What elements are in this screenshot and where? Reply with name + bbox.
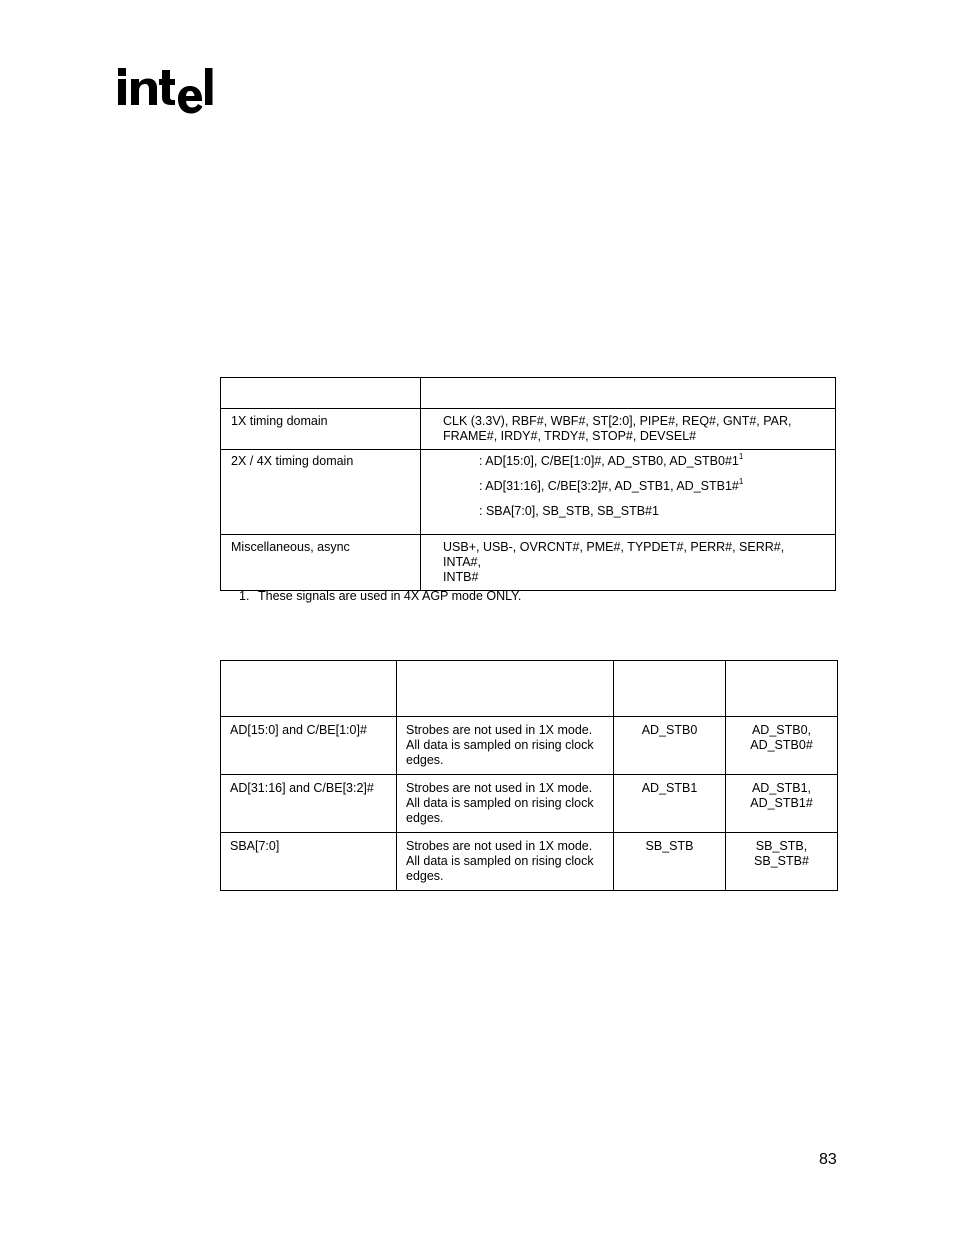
page-number: 83: [819, 1151, 837, 1168]
signals-cell: SBA[7:0]: [221, 833, 397, 891]
signals-cell: [421, 450, 836, 535]
two-x-cell: AD_STB1: [614, 775, 726, 833]
intel-logo: [116, 64, 216, 120]
signals-cell: AD[15:0] and C/BE[1:0]#: [221, 717, 397, 775]
table-row: [221, 450, 836, 535]
one-x-cell: Strobes are not used in 1X mode. All data is sampled on rising clock edges.: [397, 717, 614, 775]
table-footnote: 1. These signals are used in 4X AGP mode ONLY.: [239, 589, 522, 603]
domain-cell: Miscellaneous, async: [221, 535, 421, 591]
timing-domain-table: [220, 377, 836, 591]
one-x-cell: Strobes are not used in 1X mode. All data is sampled on rising clock edges.: [397, 775, 614, 833]
two-x-cell: AD_STB0: [614, 717, 726, 775]
table-row: [221, 775, 838, 833]
table-header-row: [221, 661, 838, 717]
domain-cell: 1X timing domain: [221, 409, 421, 450]
two-x-cell: SB_STB: [614, 833, 726, 891]
table-header-row: [221, 378, 836, 409]
four-x-cell: AD_STB0, AD_STB0#: [726, 717, 838, 775]
signal-line: : AD[31:16], C/BE[3:2]#, AD_STB1, AD_STB1#$^1$: [479, 477, 744, 493]
table-row: [221, 535, 836, 591]
strobe-table: [220, 660, 838, 891]
one-x-cell: Strobes are not used in 1X mode. All data is sampled on rising clock edges.: [397, 833, 614, 891]
table-row: [221, 833, 838, 891]
signals-cell: AD[31:16] and C/BE[3:2]#: [221, 775, 397, 833]
four-x-cell: AD_STB1, AD_STB1#: [726, 775, 838, 833]
table-row: [221, 717, 838, 775]
signals-cell: CLK (3.3V), RBF#, WBF#, ST[2:0], PIPE#, REQ#, GNT#, PAR, FRAME#, IRDY#, TRDY#, STOP#, DEVSEL#: [421, 409, 836, 450]
domain-cell: 2X / 4X timing domain: [221, 450, 421, 535]
signals-cell: USB+, USB-, OVRCNT#, PME#, TYPDET#, PERR#, SERR#, INTA#, INTB#: [421, 535, 836, 591]
table-row: [221, 409, 836, 450]
signal-line: : AD[15:0], C/BE[1:0]#, AD_STB0, $AD\_STB0\#1^1$: [479, 452, 744, 468]
four-x-cell: SB_STB, SB_STB#: [726, 833, 838, 891]
signal-line: : SBA[7:0], SB_STB, SB_STB#1: [479, 504, 659, 518]
